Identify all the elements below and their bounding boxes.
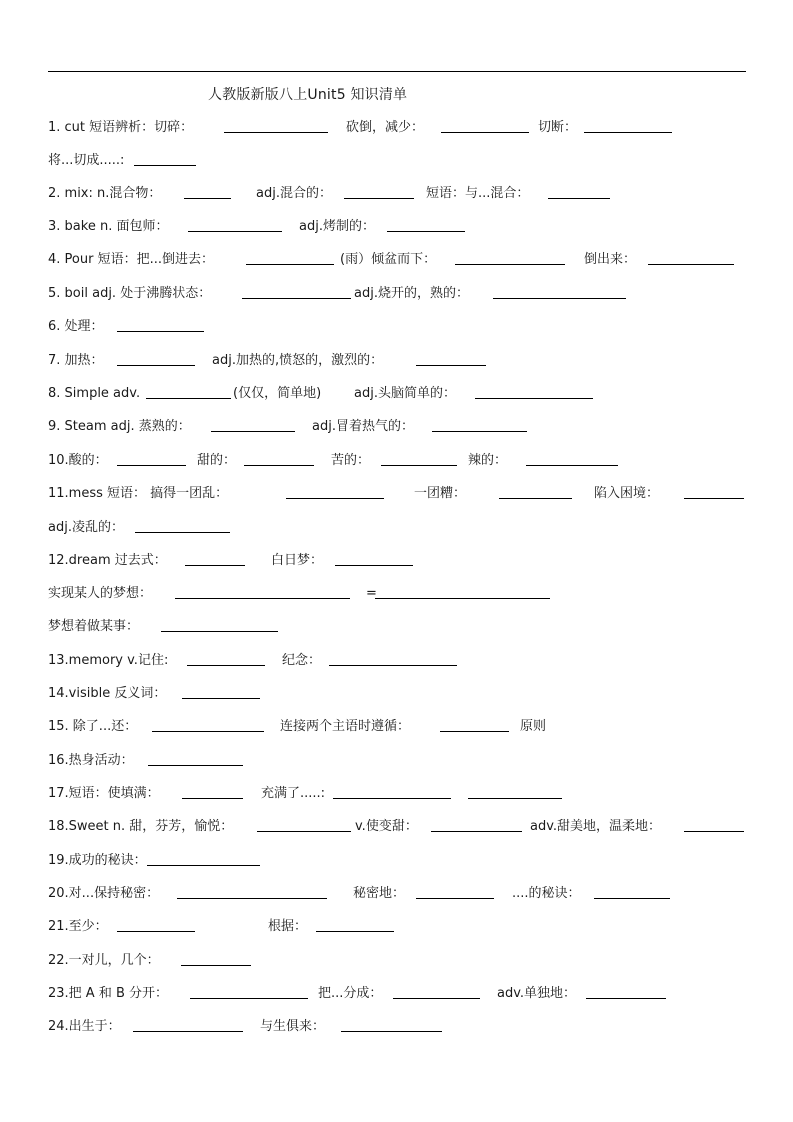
answer-blank[interactable] [175, 598, 350, 599]
item-prompt: 21.至少： [48, 919, 108, 934]
answer-blank[interactable] [393, 998, 480, 999]
item-prompt: 4. Pour 短语：把...倒进去： [48, 252, 214, 267]
answer-blank[interactable] [117, 331, 204, 332]
answer-blank[interactable] [526, 465, 618, 466]
answer-blank[interactable] [188, 231, 282, 232]
answer-blank[interactable] [146, 398, 231, 399]
answer-blank[interactable] [684, 831, 744, 832]
item-prompt: v.使变甜： [355, 819, 418, 834]
answer-blank[interactable] [441, 132, 529, 133]
answer-blank[interactable] [147, 865, 260, 866]
item-prompt: 8. Simple adv. [48, 386, 141, 401]
item-prompt: (雨）倾盆而下： [340, 252, 437, 267]
item-prompt: 实现某人的梦想： [48, 586, 153, 601]
answer-blank[interactable] [133, 1031, 243, 1032]
item-prompt: 秘密地： [353, 886, 406, 901]
item-prompt: 一团糟： [414, 486, 467, 501]
answer-blank[interactable] [224, 132, 328, 133]
answer-blank[interactable] [455, 264, 565, 265]
answer-blank[interactable] [684, 498, 744, 499]
answer-blank[interactable] [117, 465, 186, 466]
item-prompt: adv.单独地： [497, 986, 577, 1001]
item-prompt: 短语：与...混合： [426, 186, 530, 201]
answer-blank[interactable] [161, 631, 278, 632]
top-rule [48, 71, 746, 72]
item-prompt: adv.甜美地，温柔地： [530, 819, 662, 834]
item-prompt: adj.烧开的，熟的： [354, 286, 469, 301]
item-prompt: 7. 加热： [48, 353, 104, 368]
answer-blank[interactable] [316, 931, 394, 932]
answer-blank[interactable] [416, 898, 494, 899]
item-prompt: 10.酸的： [48, 453, 108, 468]
item-prompt: 2. mix: n.混合物： [48, 186, 162, 201]
item-prompt: adj.头脑简单的： [354, 386, 456, 401]
answer-blank[interactable] [244, 465, 314, 466]
answer-blank[interactable] [286, 498, 384, 499]
item-prompt: 白日梦： [271, 553, 324, 568]
item-prompt: adj.凌乱的： [48, 520, 124, 535]
answer-blank[interactable] [475, 398, 593, 399]
item-prompt: adj.冒着热气的： [312, 419, 414, 434]
item-prompt: 与生俱来： [260, 1019, 326, 1034]
item-prompt: ....的秘诀： [512, 886, 581, 901]
item-prompt: 1. cut 短语辨析：切碎： [48, 120, 194, 135]
answer-blank[interactable] [182, 798, 243, 799]
item-prompt: 原则 [520, 719, 547, 734]
item-prompt: 9. Steam adj. 蒸熟的： [48, 419, 191, 434]
answer-blank[interactable] [190, 998, 308, 999]
answer-blank[interactable] [117, 931, 195, 932]
item-prompt: 根据： [268, 919, 308, 934]
item-prompt: 陷入困境： [594, 486, 660, 501]
answer-blank[interactable] [242, 298, 351, 299]
item-prompt: (仅仅，简单地) [233, 386, 322, 401]
item-prompt: 充满了.....: [261, 786, 326, 801]
answer-blank[interactable] [333, 798, 451, 799]
answer-blank[interactable] [468, 798, 562, 799]
item-prompt: 切断： [538, 120, 578, 135]
item-prompt: 11.mess 短语： 搞得一团乱： [48, 486, 229, 501]
item-prompt: 18.Sweet n. 甜，芬芳，愉悦： [48, 819, 234, 834]
item-prompt: 13.memory v.记住: [48, 653, 169, 668]
answer-blank[interactable] [211, 431, 295, 432]
answer-blank[interactable] [344, 198, 414, 199]
answer-blank[interactable] [117, 365, 195, 366]
answer-blank[interactable] [440, 731, 509, 732]
item-prompt: 23.把 A 和 B 分开： [48, 986, 169, 1001]
answer-blank[interactable] [246, 264, 334, 265]
item-prompt: 连接两个主语时遵循： [280, 719, 411, 734]
answer-blank[interactable] [381, 465, 457, 466]
item-prompt: = [366, 586, 377, 601]
answer-blank[interactable] [594, 898, 670, 899]
answer-blank[interactable] [335, 565, 413, 566]
answer-blank[interactable] [135, 532, 230, 533]
item-prompt: 20.对...保持秘密： [48, 886, 160, 901]
answer-blank[interactable] [184, 198, 231, 199]
answer-blank[interactable] [181, 965, 251, 966]
answer-blank[interactable] [152, 731, 264, 732]
answer-blank[interactable] [431, 831, 522, 832]
answer-blank[interactable] [257, 831, 351, 832]
item-prompt: 辣的： [468, 453, 508, 468]
answer-blank[interactable] [499, 498, 572, 499]
answer-blank[interactable] [185, 565, 245, 566]
item-prompt: 15. 除了...还： [48, 719, 138, 734]
answer-blank[interactable] [329, 665, 457, 666]
answer-blank[interactable] [648, 264, 734, 265]
item-prompt: 19.成功的秘诀： [48, 853, 147, 868]
answer-blank[interactable] [493, 298, 626, 299]
answer-blank[interactable] [416, 365, 486, 366]
worksheet-title: 人教版新版八上Unit5 知识清单 [208, 87, 408, 103]
item-prompt: adj.加热的,愤怒的，激烈的： [212, 353, 384, 368]
answer-blank[interactable] [182, 698, 260, 699]
item-prompt: 22.一对儿，几个： [48, 953, 160, 968]
item-prompt: 甜的： [197, 453, 237, 468]
item-prompt: 将...切成.....: [48, 153, 125, 168]
item-prompt: 纪念： [282, 653, 322, 668]
answer-blank[interactable] [432, 431, 527, 432]
answer-blank[interactable] [584, 132, 672, 133]
item-prompt: 6. 处理： [48, 319, 104, 334]
item-prompt: 14.visible 反义词： [48, 686, 167, 701]
answer-blank[interactable] [341, 1031, 442, 1032]
item-prompt: 16.热身活动： [48, 753, 134, 768]
item-prompt: 梦想着做某事： [48, 619, 140, 634]
answer-blank[interactable] [586, 998, 666, 999]
item-prompt: 把...分成： [318, 986, 383, 1001]
answer-blank[interactable] [187, 665, 265, 666]
item-prompt: 苦的： [331, 453, 371, 468]
item-prompt: 3. bake n. 面包师： [48, 219, 169, 234]
item-prompt: 12.dream 过去式： [48, 553, 167, 568]
item-prompt: 24.出生于： [48, 1019, 121, 1034]
answer-blank[interactable] [177, 898, 327, 899]
item-prompt: 倒出来： [584, 252, 637, 267]
item-prompt: 砍倒，减少： [346, 120, 425, 135]
answer-blank[interactable] [548, 198, 610, 199]
answer-blank[interactable] [134, 165, 196, 166]
item-prompt: adj.混合的： [256, 186, 332, 201]
item-prompt: adj.烤制的： [299, 219, 375, 234]
answer-blank[interactable] [375, 598, 550, 599]
answer-blank[interactable] [387, 231, 465, 232]
item-prompt: 5. boil adj. 处于沸腾状态： [48, 286, 212, 301]
answer-blank[interactable] [148, 765, 243, 766]
item-prompt: 17.短语：使填满： [48, 786, 160, 801]
